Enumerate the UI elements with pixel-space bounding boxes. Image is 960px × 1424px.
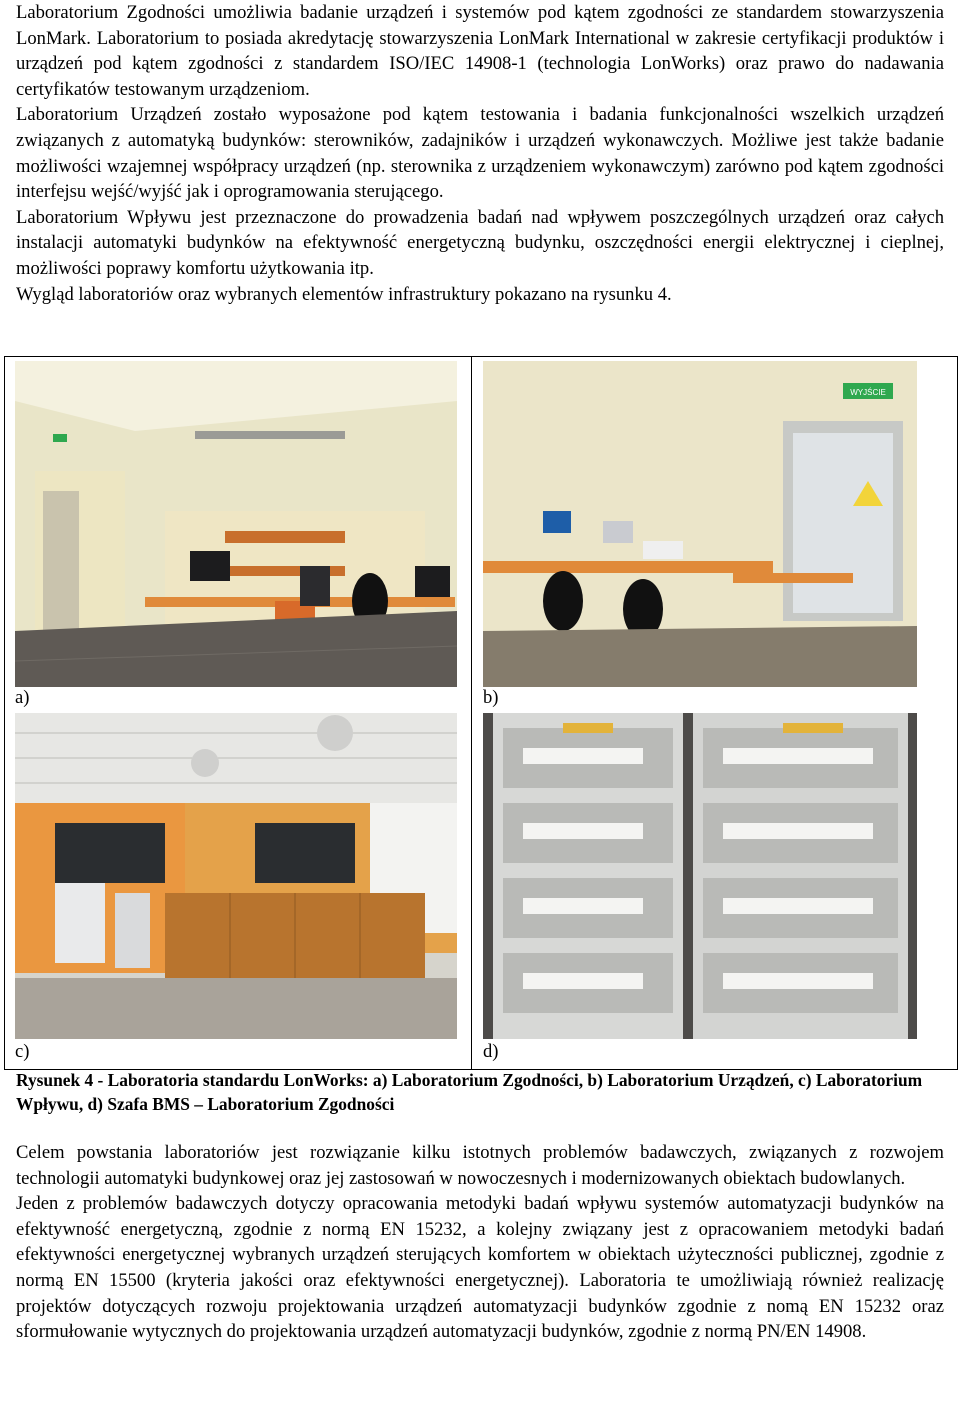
- exit-sign-text: WYJŚCIE: [850, 388, 886, 397]
- photo-c-impact-lab: [15, 713, 457, 1039]
- label-b: b): [483, 687, 499, 708]
- paragraph-lab-devices: Laboratorium Urządzeń zostało wyposażone pod kątem testowania i badania funkcjonalności wszelkich urządzeń związanych z automatyką budynków: sterowników, zadajników i urządzeń wykonawczych. Możliwe jest także badanie możliwości wzajemnej współpracy urządzeń (np. sterownika z urządzeniem wykonawczym) zarówno pod kątem zgodności interfejsu wejść/wyjść jak i oprogramowania sterującego.: [16, 104, 944, 203]
- figure-divider: [471, 357, 472, 1069]
- label-a: a): [15, 687, 30, 708]
- paragraph-research-goal: Celem powstania laboratoriów jest rozwiązanie kilku istotnych problemów badawczych, związanych z rozwojem technologii automatyki budynkowej oraz jej zastosowań w nowoczesnych i modernizowanych obiektach budowlanych.: [16, 1142, 944, 1189]
- paragraph-lab-compliance: Laboratorium Zgodności umożliwia badanie urządzeń i systemów pod kątem zgodności ze standardem stowarzyszenia LonMark. Laboratorium to posiada akredytację stowarzyszenia LonMark International w zakresie certyfikacji produktów i urządzeń pod kątem zgodności z standardem ISO/IEC 14908-1 (technologia LonWorks) oraz prawo do nadawania certyfikatów testowanym urządzeniom.: [16, 2, 944, 100]
- paragraph-research-problems: Jeden z problemów badawczych dotyczy opracowania metodyki badań wpływu systemów automatyzacji budynków na efektywność energetyczną, zgodnie z normą EN 15232, a kolejny związany jest z opracowaniem metodyki badań efektywności energetycznej wybranych urządzeń sterujących komfortem w obiektach użyteczności publicznej, zgodnie z normą EN 15500 (kryteria jakości oraz efektywności energetycznej). Laboratoria te umożliwiają również realizację projektów dotyczących rozwoju projektowania urządzeń automatyzacji budynków zgodnie z nomą EN 15232 oraz sformułowanie wytycznych do projektowania urządzeń automatyzacji budynków, zgodnie z normą PN/EN 14908.: [16, 1193, 944, 1343]
- intro-text: [16, 0, 944, 307]
- paragraph-figure-reference: Wygląd laboratoriów oraz wybranych elementów infrastruktury pokazano na rysunku 4.: [16, 283, 672, 305]
- paragraph-lab-impact: Laboratorium Wpływu jest przeznaczone do prowadzenia badań nad wpływem poszczególnych urządzeń oraz całych instalacji automatyki budynków na efektywność energetyczną budynku, oszczędności energii elektrycznej i cieplnej, możliwości poprawy komfortu użytkowania itp.: [16, 206, 944, 279]
- photo-a-compliance-lab: [15, 361, 457, 687]
- figure-grid: [4, 356, 958, 1070]
- label-c: c): [15, 1041, 30, 1062]
- photo-b-devices-lab: [483, 361, 917, 687]
- photo-d-bms-cabinet: [483, 713, 917, 1039]
- body-text: [16, 1140, 944, 1345]
- figure-caption: Rysunek 4 - Laboratoria standardu LonWorks: a) Laboratorium Zgodności, b) Laboratorium Urządzeń, c) Laboratorium Wpływu, d) Szafa BMS – Laboratorium Zgodności: [16, 1070, 923, 1114]
- label-d: d): [483, 1041, 499, 1062]
